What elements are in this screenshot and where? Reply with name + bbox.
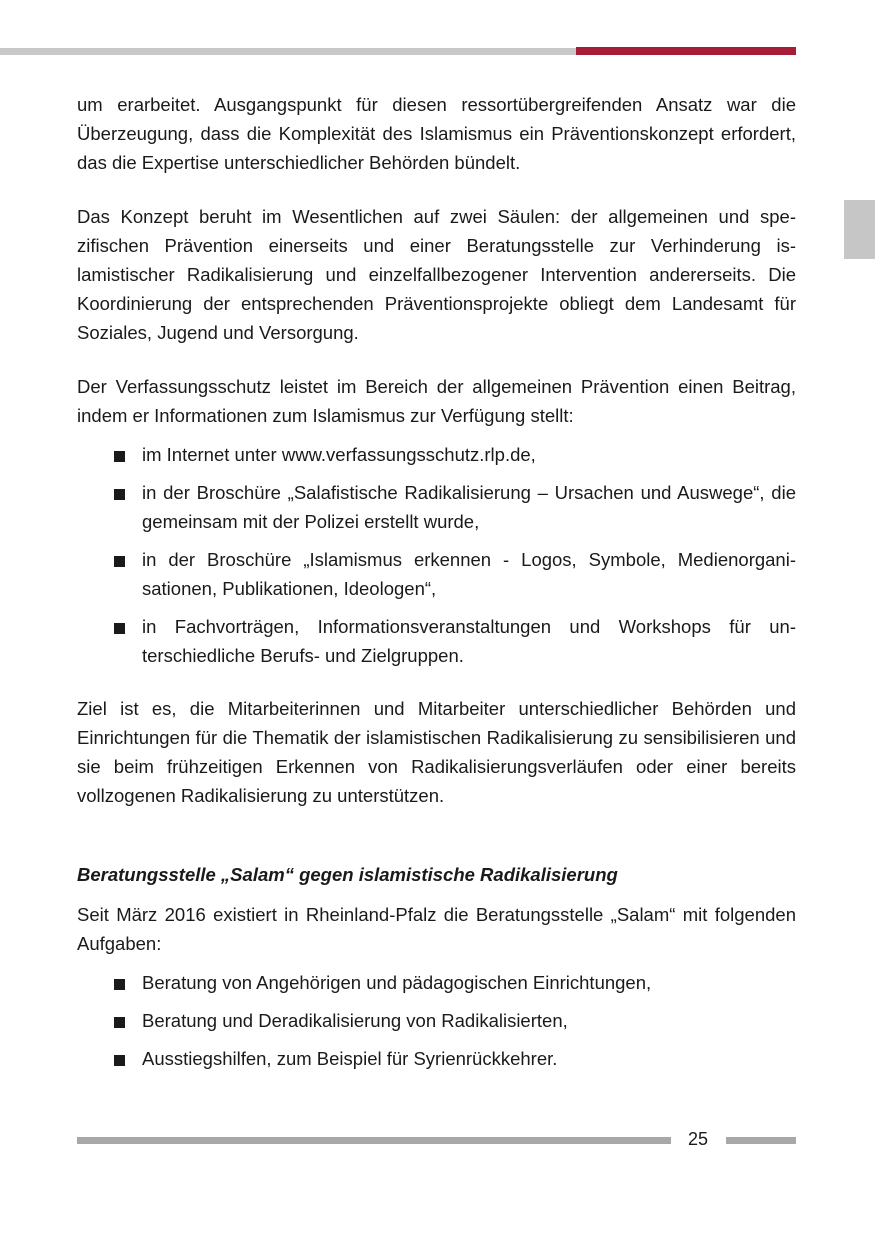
footer-rule-left — [77, 1137, 671, 1144]
bullet-square-icon — [114, 451, 125, 462]
bullet-square-icon — [114, 1055, 125, 1066]
header-rule-gray — [0, 48, 576, 55]
bullet-square-icon — [114, 979, 125, 990]
list-item-text: in Fachvorträgen, Informationsveranstaltungen und Workshops für unterschiedliche Berufs- und Zielgruppen. — [142, 616, 796, 666]
paragraph-4: Ziel ist es, die Mitarbeiterinnen und Mitarbeiter unterschiedlicher Behörden und Einrichtungen für die Thematik der islamistischen Radikalisierung zu sensibilisieren und sie beim frühzeitigen Erkennen von Radikalisierungsverläufen oder einer bereits vollzogenen Radikalisierung zu unterstützen. — [77, 698, 796, 806]
list-item — [77, 612, 796, 670]
bullet-square-icon — [114, 623, 125, 634]
footer-rule-right — [726, 1137, 796, 1144]
list-item-text: in der Broschüre „Salafistische Radikalisierung – Ursachen und Auswege“, die gemeinsam mit der Polizei erstellt wurde, — [142, 482, 796, 532]
bullet-square-icon — [114, 1017, 125, 1028]
information-channels-list — [77, 440, 796, 670]
list-item — [77, 1006, 796, 1035]
page-body — [77, 90, 796, 1097]
bullet-square-icon — [114, 556, 125, 567]
list-item — [77, 545, 796, 603]
list-item-text: Beratung und Deradikalisierung von Radikalisierten, — [142, 1010, 568, 1031]
chapter-tab-marker — [844, 200, 875, 259]
list-item-text: im Internet unter www.verfassungsschutz.rlp.de, — [142, 444, 536, 465]
section-heading: Beratungsstelle „Salam“ gegen islamistische Radikalisierung — [77, 864, 618, 885]
salam-tasks-list — [77, 968, 796, 1073]
list-item — [77, 440, 796, 469]
list-item-text: Ausstiegshilfen, zum Beispiel für Syrienrückkehrer. — [142, 1048, 558, 1069]
paragraph-3: Der Verfassungsschutz leistet im Bereich der allgemeinen Prävention einen Beitrag, indem er Informationen zum Islamismus zur Verfügung stellt: — [77, 376, 796, 426]
bullet-square-icon — [114, 489, 125, 500]
list-item-text: Beratung von Angehörigen und pädagogischen Einrichtungen, — [142, 972, 652, 993]
list-item-text: in der Broschüre „Islamismus erkennen - Logos, Symbole, Medienorganisationen, Publikationen, Ideologen“, — [142, 549, 796, 599]
list-item — [77, 968, 796, 997]
list-item — [77, 1044, 796, 1073]
header-rule-accent — [576, 47, 796, 55]
paragraph-5: Seit März 2016 existiert in Rheinland-Pfalz die Beratungsstelle „Salam“ mit folgenden Aufgaben: — [77, 904, 796, 954]
list-item — [77, 478, 796, 536]
paragraph-1: um erarbeitet. Ausgangspunkt für diesen ressortübergreifenden Ansatz war die Überzeugung, dass die Komplexität des Islamismus ein Präventionskonzept erfordert, das die Expertise unterschiedlicher Behörden bündelt. — [77, 94, 796, 173]
paragraph-2: Das Konzept beruht im Wesentlichen auf zwei Säulen: der allgemeinen und spezifischen Prävention einerseits und einer Beratungsstelle zur Verhinderung islamistischer Radikalisierung und einzelfallbezogener Intervention andererseits. Die Koordinierung der entsprechenden Präventionsprojekte obliegt dem Landesamt für Soziales, Jugend und Versorgung. — [77, 206, 796, 343]
page-number: 25 — [687, 1129, 709, 1149]
